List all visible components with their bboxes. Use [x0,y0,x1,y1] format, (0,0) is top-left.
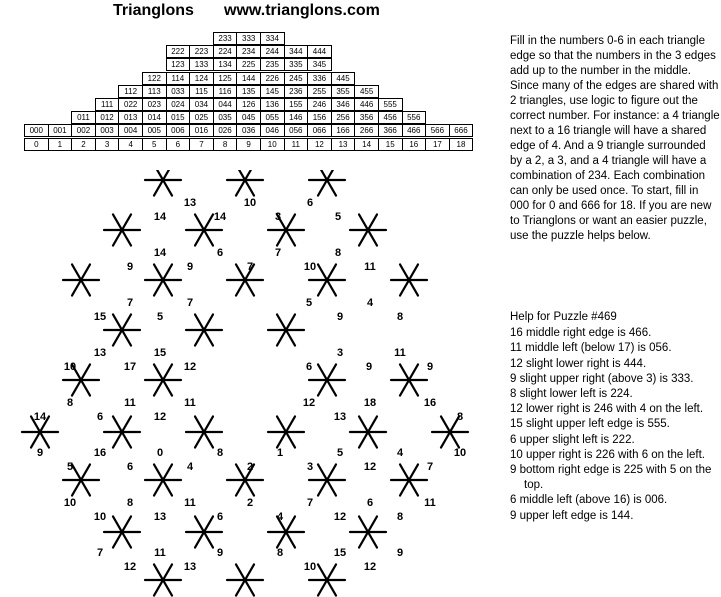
combination-cell: 135 [237,85,261,97]
triangle-number: 11 [124,397,136,409]
sum-cell: 6 [166,138,190,150]
triangle-number: 9 [426,361,434,373]
triangle-number: 10 [63,497,77,509]
triangle-number: 16 [423,397,437,409]
combination-cell: 055 [260,112,284,124]
triangle-number: 16 [93,447,107,459]
combination-cell: 115 [190,85,214,97]
help-title: Help for Puzzle #469 [510,311,617,323]
combination-cell: 566 [426,125,450,137]
sum-cell: 8 [213,138,237,150]
combination-cell: 223 [190,46,214,58]
header [0,0,500,24]
combination-cell: 125 [213,72,237,84]
combination-cell: 222 [166,46,190,58]
combination-cell: 024 [166,99,190,111]
triangle-number: 15 [93,311,107,323]
combination-cell: 000 [25,125,49,137]
combination-cell: 155 [284,99,308,111]
combination-cell: 244 [260,46,284,58]
sum-row [24,138,473,151]
combination-cell: 266 [355,125,379,137]
combination-cell: 256 [331,112,355,124]
sum-cell: 1 [48,138,72,150]
help-item: 11 middle left (below 17) is 056. [510,342,672,355]
triangle-number: 11 [184,397,196,409]
combination-row [71,111,426,124]
combination-cell: 126 [237,99,261,111]
combination-cell: 025 [190,112,214,124]
combination-cell: 045 [237,112,261,124]
triangle-number: 13 [93,347,107,359]
triangle-number: 12 [123,561,137,573]
combination-cell: 444 [308,46,332,58]
combination-cell: 111 [95,99,119,111]
triangle-number: 8 [66,397,74,409]
triangle-number: 7 [274,247,282,259]
combination-cell: 056 [284,125,308,137]
triangle-number: 1 [276,447,284,459]
combination-cell: 026 [213,125,237,137]
combination-row [166,45,332,58]
triangle-number: 7 [426,461,434,473]
triangle-number: 9 [336,311,344,323]
combination-cell: 015 [166,112,190,124]
triangle-number: 11 [154,547,166,559]
combination-cell: 001 [48,125,72,137]
sum-cell: 0 [25,138,49,150]
triangle-number: 10 [243,197,257,209]
help-item: 9 slight upper right (above 3) is 333. [510,372,694,385]
triangle-number: 9 [216,547,224,559]
triangle-number: 12 [153,411,167,423]
triangle-number: 12 [363,561,377,573]
triangle-number: 17 [123,361,137,373]
sum-cell: 5 [142,138,166,150]
combination-cell: 016 [190,125,214,137]
sum-cell: 14 [355,138,379,150]
triangle-number: 3 [306,461,314,473]
combination-cell: 136 [260,99,284,111]
combination-cell: 003 [95,125,119,137]
help-panel [510,310,720,524]
combination-cell: 044 [213,99,237,111]
combination-cell: 336 [308,72,332,84]
triangle-number: 14 [33,411,47,423]
sum-cell: 2 [72,138,96,150]
triangle-number: 8 [334,247,342,259]
triangle-number: 3 [336,347,344,359]
combination-cell: 233 [213,33,237,45]
triangle-number: 18 [363,397,377,409]
combination-cell: 226 [260,72,284,84]
sum-cell: 16 [402,138,426,150]
triangle-number: 9 [36,447,44,459]
help-item: 8 slight lower left is 224. [510,388,633,401]
triangle-number: 6 [216,511,224,523]
combination-cell: 002 [72,125,96,137]
triangle-number: 7 [306,497,314,509]
combination-cell: 122 [143,72,167,84]
triangle-number: 9 [186,261,194,273]
combination-cell: 333 [237,33,261,45]
combination-cell: 446 [355,99,379,111]
triangle-number: 12 [363,461,377,473]
combination-cell: 011 [72,112,96,124]
triangle-number: 10 [63,361,77,373]
combination-cell: 034 [190,99,214,111]
combination-cell: 234 [237,46,261,58]
combination-cell: 245 [284,72,308,84]
combination-cell: 145 [260,85,284,97]
triangle-number: 14 [213,211,227,223]
combination-cell: 066 [308,125,332,137]
help-item: 12 slight lower right is 444. [510,357,647,370]
triangle-number: 7 [126,297,134,309]
triangle-number: 8 [396,511,404,523]
help-list [510,326,720,524]
triangle-number: 14 [153,247,167,259]
combination-cell: 116 [213,85,237,97]
triangle-number: 6 [306,197,314,209]
triangle-number: 15 [153,347,167,359]
combination-row [118,85,379,98]
combination-cell: 123 [166,59,190,71]
combination-row [213,32,285,45]
sum-cell: 15 [378,138,402,150]
combination-cell: 556 [402,112,426,124]
triangle-number: 8 [396,311,404,323]
triangle-number: 12 [302,397,316,409]
help-item: 6 upper slight left is 222. [510,433,635,446]
combination-cell: 555 [378,99,402,111]
combination-cell: 166 [331,125,355,137]
help-item: 10 upper right is 226 with 6 on the left. [510,448,705,461]
triangle-number: 4 [186,461,194,473]
combination-cell: 346 [331,99,355,111]
triangle-number: 7 [246,261,254,273]
triangle-number: 13 [153,511,167,523]
combination-row [142,72,355,85]
combination-cell: 006 [166,125,190,137]
triangle-number: 11 [184,497,196,509]
triangle-number: 4 [276,511,284,523]
combination-row [95,98,403,111]
triangle-number: 12 [333,511,347,523]
triangle-number: 8 [276,547,284,559]
page-title: Trianglons [113,2,194,19]
combination-cell: 134 [213,59,237,71]
triangle-number: 13 [183,197,197,209]
triangle-number: 14 [153,211,167,223]
combination-cell: 344 [284,46,308,58]
combination-cell: 013 [119,112,143,124]
sum-cell: 13 [331,138,355,150]
help-item: 9 bottom right edge is 225 with 5 on the top. [510,464,712,492]
help-item: 16 middle right edge is 466. [510,327,652,340]
combination-cell: 334 [260,33,284,45]
combination-cell: 035 [213,112,237,124]
triangle-number: 9 [126,261,134,273]
triangle-number: 2 [246,497,254,509]
combination-cell: 005 [142,125,166,137]
triangle-number: 4 [366,297,374,309]
help-item: 9 upper left edge is 144. [510,509,634,522]
triangle-number: 10 [303,561,317,573]
website-text: www.trianglons.com [224,2,380,19]
combination-cell: 014 [142,112,166,124]
combination-cell: 445 [331,72,355,84]
sum-cell: 18 [449,138,473,150]
triangle-number: 8 [126,497,134,509]
combination-cell: 113 [142,85,166,97]
combination-cell: 022 [119,99,143,111]
triangle-number: 11 [364,261,376,273]
combination-row [24,124,473,137]
combination-cell: 355 [331,85,355,97]
triangle-number: 7 [96,547,104,559]
puzzle-grid [0,170,500,597]
triangle-number: 12 [183,361,197,373]
triangle-number: 10 [93,511,107,523]
combination-cell: 335 [284,59,308,71]
combination-cell: 255 [308,85,332,97]
help-item: 6 middle left (above 16) is 006. [510,494,668,507]
triangle-number: 8 [216,447,224,459]
triangle-number: 3 [274,211,282,223]
triangle-number: 8 [456,411,464,423]
triangle-number: 0 [156,447,164,459]
combination-cell: 046 [260,125,284,137]
triangle-number: 5 [336,447,344,459]
triangle-number: 2 [246,461,254,473]
triangle-number: 13 [183,561,197,573]
triangle-number: 6 [366,497,374,509]
triangle-number: 5 [156,311,164,323]
sum-cell: 12 [308,138,332,150]
triangle-number: 5 [66,461,74,473]
triangle-number: 10 [303,261,317,273]
triangle-number: 11 [394,347,406,359]
triangle-number: 4 [396,447,404,459]
sum-cell: 3 [95,138,119,150]
combination-cell: 356 [355,112,379,124]
help-item: 15 slight upper left edge is 555. [510,418,670,431]
triangle-number: 6 [216,247,224,259]
combination-cell: 144 [237,72,261,84]
combination-row [166,58,332,71]
sum-cell: 10 [260,138,284,150]
triangle-number: 6 [126,461,134,473]
triangle-number: 11 [424,497,436,509]
combination-cell: 246 [308,99,332,111]
triangle-number: 7 [186,297,194,309]
sum-cell: 17 [426,138,450,150]
triangle-number: 13 [333,411,347,423]
combination-cell: 112 [119,85,143,97]
sum-cell: 11 [284,138,308,150]
triangle-number: 6 [305,361,313,373]
combination-cell: 666 [449,125,473,137]
triangle-number: 6 [96,411,104,423]
combination-cell: 133 [190,59,214,71]
instructions-text: Fill in the numbers 0-6 in each triangle edge so that the numbers in the 3 edges add up to the number in the middle. Since many of the edges are shared with 2 triangles, use logic to figure out the correct number. For instance: a 4 triangle next to a 16 triangle will have a shared edge of 4. And a 9 triangle surrounded by a 2, a 3, and a 4 triangle will have a combination of 234. Each combination can only be used once. To start, fill in 000 for 0 and 666 for 18. If you are new to Trianglons or want an easier puzzle, use the puzzle helps below. [510,35,720,242]
combination-cell: 004 [119,125,143,137]
sum-cell: 7 [190,138,214,150]
combination-cell: 036 [237,125,261,137]
combination-cell: 236 [284,85,308,97]
combination-cell: 156 [308,112,332,124]
combination-cell: 033 [166,85,190,97]
combination-cell: 023 [142,99,166,111]
sum-cell: 4 [119,138,143,150]
triangle-number: 15 [333,547,347,559]
combination-cell: 124 [190,72,214,84]
combination-cell: 012 [95,112,119,124]
combination-cell: 235 [260,59,284,71]
combination-cell: 225 [237,59,261,71]
combination-cell: 456 [378,112,402,124]
combination-cell: 366 [378,125,402,137]
combination-cell: 224 [213,46,237,58]
help-item: 12 lower right is 246 with 4 on the left. [510,403,704,416]
triangle-number: 10 [453,447,467,459]
triangle-number: 9 [365,361,373,373]
sum-cell: 9 [237,138,261,150]
combination-cell: 466 [402,125,426,137]
triangle-number: 5 [334,211,342,223]
triangle-number: 9 [396,547,404,559]
combination-cell: 146 [284,112,308,124]
combination-cell: 345 [308,59,332,71]
combination-cell: 455 [355,85,379,97]
triangle-number: 5 [305,297,313,309]
combination-cell: 114 [166,72,190,84]
